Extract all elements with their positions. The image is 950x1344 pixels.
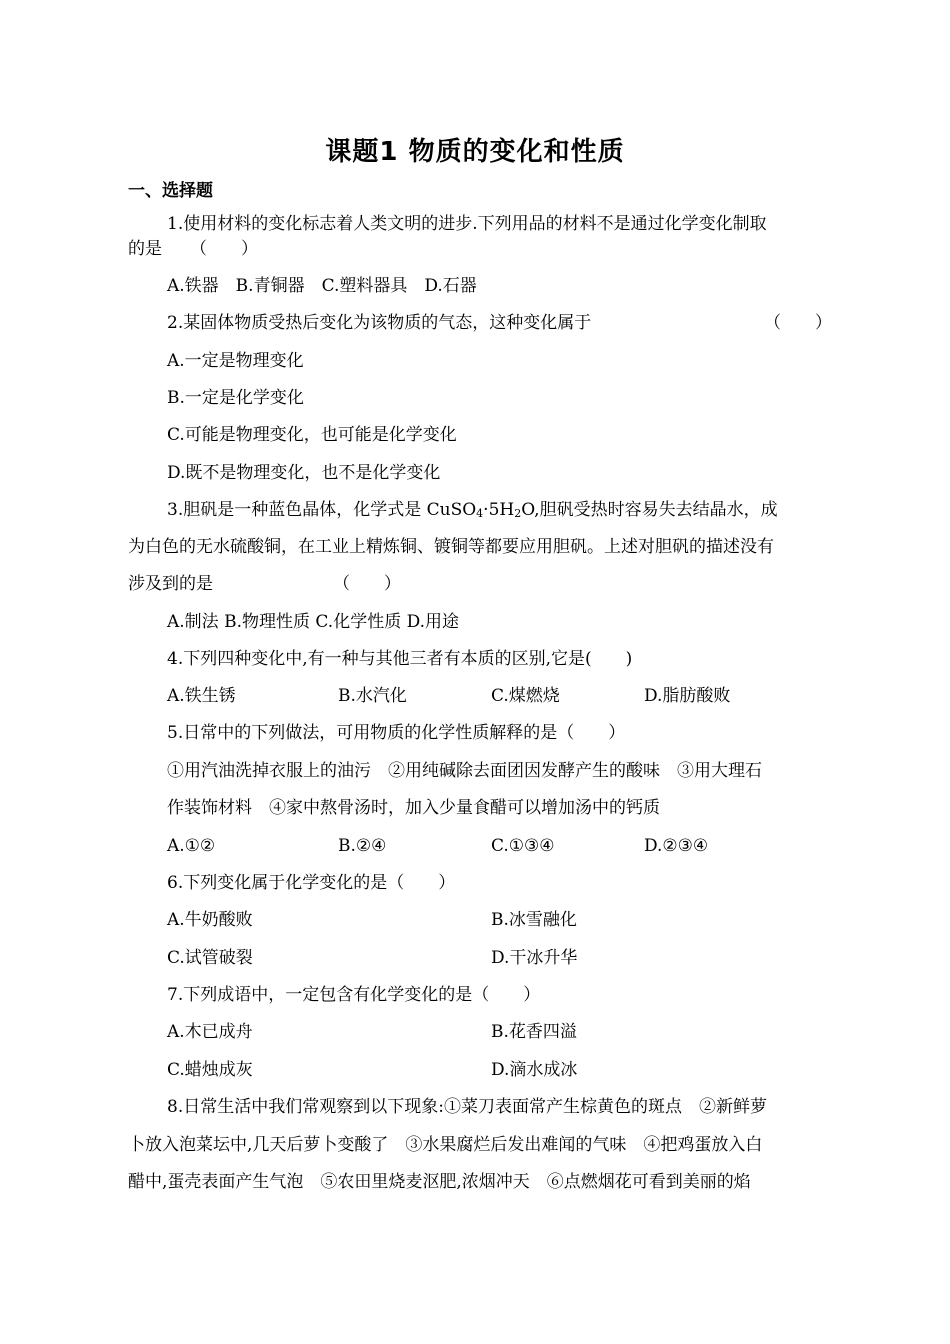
q3-answer-blank: （ ） [333, 574, 401, 594]
q2-answer-blank: （ ） [764, 313, 832, 333]
q2-stem: 2.某固体物质受热后变化为该物质的气态，这种变化属于 [167, 313, 592, 333]
section-heading: 一、选择题 [128, 181, 213, 201]
q4-option-d: D.脂肪酸败 [644, 686, 731, 706]
q5-option-b: B.②④ [338, 836, 387, 856]
q3-stem-line3: 涉及到的是 [128, 574, 213, 594]
q5-items-line2: 作装饰材料 ④家中熬骨汤时，加入少量食醋可以增加汤中的钙质 [167, 798, 660, 818]
q4-option-a: A.铁生锈 [167, 686, 236, 706]
q1-answer-blank: （ ） [190, 239, 258, 259]
q6-option-d: D.干冰升华 [491, 948, 578, 968]
q2-option-c: C.可能是物理变化，也可能是化学变化 [167, 425, 457, 445]
q7-option-b: B.花香四溢 [491, 1022, 577, 1042]
q1-stem-line2: 的是 [128, 239, 162, 259]
q3-stem-line1: 3.胆矾是一种蓝色晶体，化学式是 $CuSO_4\cdot 5H_2O$,胆矾受热时容易失去结晶水，成 [167, 500, 778, 520]
q5-option-d: D.②③④ [644, 836, 709, 856]
q2-option-d: D.既不是物理变化，也不是化学变化 [167, 463, 441, 483]
q8-stem-line2: 卜放入泡菜坛中,几天后萝卜变酸了 ③水果腐烂后发出难闻的气味 ④把鸡蛋放入白 [128, 1135, 763, 1155]
q2-option-a: A.一定是物理变化 [167, 351, 304, 371]
q8-stem-line1: 8.日常生活中我们常观察到以下现象:①菜刀表面常产生棕黄色的斑点 ②新鲜萝 [167, 1097, 767, 1117]
q1-stem-line1: 1.使用材料的变化标志着人类文明的进步.下列用品的材料不是通过化学变化制取 [167, 214, 767, 234]
q3-options: A.制法 B.物理性质 C.化学性质 D.用途 [167, 612, 460, 632]
q6-stem: 6.下列变化属于化学变化的是（ ） [167, 873, 456, 893]
q3-stem-line2: 为白色的无水硫酸铜，在工业上精炼铜、镀铜等都要应用胆矾。上述对胆矾的描述没有 [128, 537, 774, 557]
q6-option-c: C.试管破裂 [167, 948, 253, 968]
q8-stem-line3: 醋中,蛋壳表面产生气泡 ⑤农田里烧麦沤肥,浓烟冲天 ⑥点燃烟花可看到美丽的焰 [128, 1172, 751, 1192]
q6-option-a: A.牛奶酸败 [167, 910, 253, 930]
q5-items-line1: ①用汽油洗掉衣服上的油污 ②用纯碱除去面团因发酵产生的酸味 ③用大理石 [167, 761, 762, 781]
q4-stem: 4.下列四种变化中,有一种与其他三者有本质的区别,它是( ) [167, 649, 633, 669]
q6-option-b: B.冰雪融化 [491, 910, 577, 930]
q7-option-d: D.滴水成冰 [491, 1060, 578, 1080]
q4-option-c: C.煤燃烧 [491, 686, 560, 706]
q4-option-b: B.水汽化 [338, 686, 407, 706]
q1-options: A.铁器 B.青铜器 C.塑料器具 D.石器 [167, 276, 477, 296]
q5-option-c: C.①③④ [491, 836, 555, 856]
q7-option-c: C.蜡烛成灰 [167, 1060, 253, 1080]
q5-option-a: A.①② [167, 836, 216, 856]
q2-option-b: B.一定是化学变化 [167, 388, 304, 408]
q5-stem: 5.日常中的下列做法，可用物质的化学性质解释的是（ ） [167, 723, 626, 743]
q7-stem: 7.下列成语中，一定包含有化学变化的是（ ） [167, 985, 541, 1005]
q7-option-a: A.木已成舟 [167, 1022, 253, 1042]
page-title: 课题1 物质的变化和性质 [325, 137, 625, 167]
